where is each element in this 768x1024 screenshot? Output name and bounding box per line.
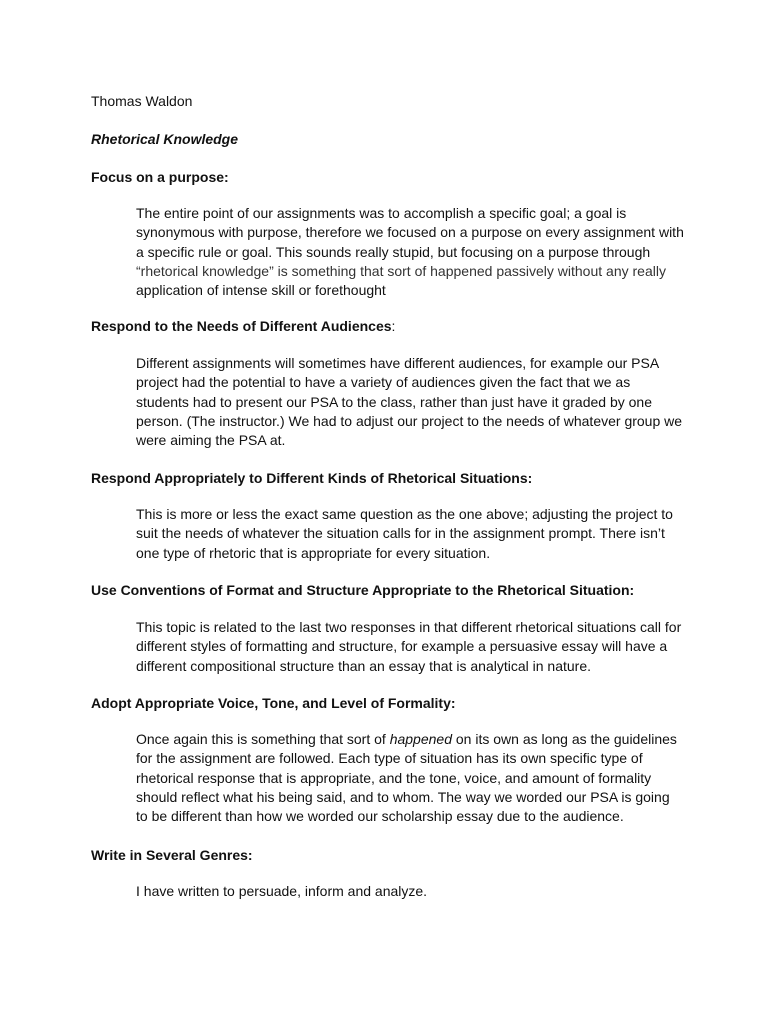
line-end: on its own as long as the guidelines (452, 731, 677, 747)
paragraph-line: a specific rule or goal. This sounds really stupid, but focusing on a purpose through (136, 243, 651, 260)
paragraph-line: application of intense skill or forethought (136, 282, 386, 299)
section-body-genres (136, 882, 696, 901)
section-heading-situations: Respond Appropriately to Different Kinds of Rhetorical Situations: (91, 470, 533, 486)
paragraph-line: This is more or less the exact same question as the one above; adjusting the project to (136, 506, 673, 522)
section-heading-conventions: Use Conventions of Format and Structure Appropriate to the Rhetorical Situation: (91, 582, 635, 598)
section-heading-genres: Write in Several Genres: (91, 847, 253, 863)
paragraph-line: I have written to persuade, inform and analyze. (136, 883, 428, 899)
section-heading-voice-tone: Adopt Appropriate Voice, Tone, and Level of Formality: (91, 695, 456, 711)
paragraph-line: rhetorical response that is appropriate, and the tone, voice, and amount of formality (136, 769, 652, 786)
paragraph-line: suit the needs of whatever the situation calls for in the assignment prompt. There isn’t (136, 525, 665, 542)
section-heading-audiences (91, 317, 395, 335)
emphasized-word: happened (389, 731, 452, 747)
section-heading-purpose: Focus on a purpose: (91, 169, 229, 185)
section-body-situations (136, 505, 696, 563)
paragraph-line: synonymous with purpose, therefore we focused on a purpose on every assignment with (136, 224, 684, 241)
paragraph-line (136, 730, 696, 749)
paragraph-line: students had to present our PSA to the class, rather than just have it graded by one (136, 393, 652, 410)
section-body-conventions (136, 618, 696, 676)
paragraph-line: person. (The instructor.) We had to adjust our project to the needs of whatever group we (136, 412, 683, 429)
heading-colon: : (391, 318, 396, 334)
paragraph-line: “rhetorical knowledge” is something that sort of happened passively without any really (136, 262, 666, 279)
author-name: Thomas Waldon (91, 93, 193, 109)
section-body-audiences (136, 354, 696, 450)
paragraph-line: were aiming the PSA at. (136, 432, 286, 449)
paragraph-line: project had the potential to have a variety of audiences given the fact that we as (136, 374, 631, 391)
paragraph-line: for the assignment are followed. Each type of situation has its own specific type of (136, 750, 643, 767)
paragraph-line: should reflect what his being said, and to whom. The way we worded our PSA is going (136, 788, 670, 805)
paragraph-line: The entire point of our assignments was to accomplish a specific goal; a goal is (136, 205, 627, 221)
paragraph-line: to be different than how we worded our scholarship essay due to the audience. (136, 808, 624, 825)
document-title: Rhetorical Knowledge (91, 131, 239, 147)
paragraph-line: This topic is related to the last two responses in that different rhetorical situations call for (136, 619, 682, 635)
heading-text: Respond to the Needs of Different Audiences (91, 318, 392, 334)
section-body-purpose (136, 204, 696, 300)
line-start: Once again this is something that sort of (136, 731, 390, 747)
paragraph-line: Different assignments will sometimes have different audiences, for example our PSA (136, 355, 660, 371)
paragraph-line: one type of rhetoric that is appropriate for every situation. (136, 544, 491, 561)
section-body-voice-tone (136, 730, 696, 826)
paragraph-line: different styles of formatting and structure, for example a persuasive essay will have a (136, 638, 668, 655)
paragraph-line: different compositional structure than an essay that is analytical in nature. (136, 657, 591, 674)
